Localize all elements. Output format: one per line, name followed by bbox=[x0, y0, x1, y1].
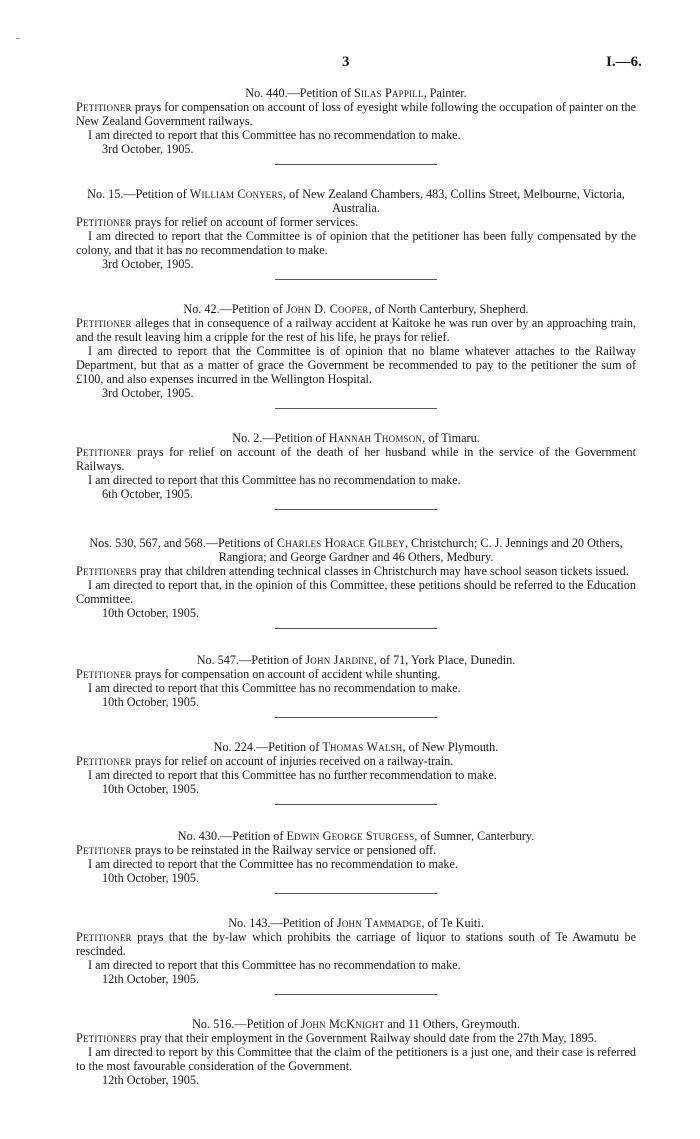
petition-prayer bbox=[76, 215, 636, 229]
petition-heading bbox=[76, 187, 636, 215]
report-date: 12th October, 1905. bbox=[102, 1073, 199, 1087]
petition-prayer bbox=[76, 843, 636, 857]
heading-detail: , of New Zealand Chambers, 483, Collins Street, Melbourne, Victoria, Australia. bbox=[282, 187, 625, 215]
lead-word: Petitioners bbox=[76, 1031, 137, 1045]
lead-word: Petitioners bbox=[76, 564, 137, 578]
heading-detail: , Christchurch; C. J. Jennings and 20 Others, Rangiora; and George Gardner and 46 Others, Medbury. bbox=[218, 536, 623, 564]
report-date: 3rd October, 1905. bbox=[102, 386, 194, 400]
petitioner-name: Hannah Thomson bbox=[328, 431, 423, 445]
petitioner-name: William Conyers bbox=[189, 187, 283, 201]
report-date: 6th October, 1905. bbox=[102, 487, 193, 501]
section-divider bbox=[275, 804, 437, 805]
committee-report: I am directed to report that this Committee has no further recommendation to make. bbox=[88, 768, 497, 782]
petition-entry bbox=[76, 86, 636, 165]
committee-report: I am directed to report that this Committee has no recommendation to make. bbox=[88, 473, 461, 487]
petitioner-name: John D. Cooper bbox=[285, 302, 369, 316]
prayer-text: prays for relief on account of injuries received on a railway-train. bbox=[131, 754, 454, 768]
committee-report: I am directed to report that the Committee is of opinion that no blame whatever attaches to the Railway Department, but that as a matter of grace the Government be recommended to pay to the petitioner the sum of £100, and also expenses incurred in the Wellington Hospital. bbox=[76, 344, 636, 386]
committee-report: I am directed to report that, in the opinion of this Committee, these petitions should be referred to the Education Committee. bbox=[76, 578, 636, 606]
report-date: 10th October, 1905. bbox=[102, 606, 199, 620]
heading-number: Nos. 530, 567, and 568.—Petitions of bbox=[89, 536, 277, 550]
report-date: 10th October, 1905. bbox=[102, 871, 199, 885]
prayer-text: prays for compensation on account of accident while shunting. bbox=[131, 667, 441, 681]
report-date: 10th October, 1905. bbox=[102, 782, 199, 796]
report-date: 3rd October, 1905. bbox=[102, 142, 194, 156]
petitioner-name: Edwin George Sturgess bbox=[286, 829, 415, 843]
heading-detail: , Painter. bbox=[423, 86, 467, 100]
petition-entry bbox=[76, 431, 636, 510]
lead-word: Petitioner bbox=[76, 754, 132, 768]
heading-detail: , of New Plymouth. bbox=[402, 740, 499, 754]
section-divider bbox=[275, 994, 437, 995]
heading-number: No. 143.—Petition of bbox=[228, 916, 337, 930]
petition-prayer bbox=[76, 930, 636, 958]
committee-report: I am directed to report that this Committee has no recommendation to make. bbox=[88, 681, 461, 695]
petition-prayer bbox=[76, 445, 636, 473]
petitioner-name: Thomas Walsh bbox=[322, 740, 403, 754]
petition-entry bbox=[76, 829, 636, 894]
petition-prayer bbox=[76, 667, 636, 681]
petition-entry bbox=[76, 187, 636, 280]
petition-prayer bbox=[76, 100, 636, 128]
section-divider bbox=[275, 893, 437, 894]
petition-heading bbox=[76, 302, 636, 316]
section-divider bbox=[275, 279, 437, 280]
heading-number: No. 224.—Petition of bbox=[213, 740, 323, 754]
petition-heading bbox=[76, 431, 636, 445]
page-number: 3 bbox=[342, 54, 350, 70]
petition-entry bbox=[76, 536, 636, 629]
petitioner-name: John Jardine bbox=[305, 653, 374, 667]
petition-prayer bbox=[76, 1031, 636, 1045]
section-divider bbox=[275, 164, 437, 165]
prayer-text: prays for compensation on account of loss of eyesight while following the occupation of painter on the New Zealand Government railways. bbox=[76, 100, 636, 128]
prayer-text: prays for relief on account of former services. bbox=[131, 215, 359, 229]
heading-detail: and 11 Others, Greymouth. bbox=[384, 1017, 520, 1031]
heading-detail: , of Timaru. bbox=[422, 431, 480, 445]
prayer-text: pray that children attending technical classes in Christchurch may have school season tickets issued. bbox=[136, 564, 629, 578]
petition-entry bbox=[76, 1017, 636, 1087]
petition-prayer bbox=[76, 564, 636, 578]
lead-word: Petitioner bbox=[76, 215, 132, 229]
section-divider bbox=[275, 628, 437, 629]
paper-reference: I.—6. bbox=[606, 54, 642, 70]
heading-detail: , of 71, York Place, Dunedin. bbox=[373, 653, 516, 667]
committee-report: I am directed to report that this Committee has no recommendation to make. bbox=[88, 958, 461, 972]
committee-report: I am directed to report that the Committee is of opinion that the petitioner has been fully compensated by the colony, and that it has no recommendation to make. bbox=[76, 229, 636, 257]
heading-number: No. 15.—Petition of bbox=[87, 187, 190, 201]
heading-number: No. 42.—Petition of bbox=[183, 302, 286, 316]
heading-number: No. 516.—Petition of bbox=[192, 1017, 301, 1031]
petitioner-name: John McKnight bbox=[300, 1017, 385, 1031]
lead-word: Petitioner bbox=[76, 100, 132, 114]
petition-entry bbox=[76, 653, 636, 718]
heading-detail: , of Sumner, Canterbury. bbox=[414, 829, 535, 843]
petition-heading bbox=[76, 740, 636, 754]
petition-heading bbox=[76, 536, 636, 564]
lead-word: Petitioner bbox=[76, 667, 132, 681]
margin-mark bbox=[16, 38, 20, 39]
petition-heading bbox=[76, 829, 636, 843]
committee-report: I am directed to report that this Committee has no recommendation to make. bbox=[88, 128, 461, 142]
lead-word: Petitioner bbox=[76, 843, 132, 857]
committee-report: I am directed to report that the Committee has no recommendation to make. bbox=[88, 857, 458, 871]
heading-number: No. 547.—Petition of bbox=[196, 653, 306, 667]
petitioner-name: John Tammadge bbox=[336, 916, 422, 930]
prayer-text: pray that their employment in the Government Railway should date from the 27th May, 1895. bbox=[136, 1031, 597, 1045]
prayer-text: prays to be reinstated in the Railway service or pensioned off. bbox=[131, 843, 437, 857]
petition-heading bbox=[76, 916, 636, 930]
petitions-list bbox=[76, 86, 636, 1087]
lead-word: Petitioner bbox=[76, 316, 132, 330]
prayer-text: prays that the by-law which prohibits the carriage of liquor to stations south of Te Awamutu be rescinded. bbox=[76, 930, 636, 958]
heading-detail: , of North Canterbury, Shepherd. bbox=[368, 302, 529, 316]
section-divider bbox=[275, 509, 437, 510]
prayer-text: alleges that in consequence of a railway accident at Kaitoke he was run over by an approaching train, and the result leaving him a cripple for the rest of his life, he prays for relief. bbox=[76, 316, 636, 344]
petition-prayer bbox=[76, 754, 636, 768]
petition-heading bbox=[76, 1017, 636, 1031]
petition-entry bbox=[76, 302, 636, 409]
heading-number: No. 2.—Petition of bbox=[232, 431, 329, 445]
petitioner-name: Charles Horace Gilbey bbox=[276, 536, 405, 550]
report-date: 3rd October, 1905. bbox=[102, 257, 194, 271]
heading-detail: , of Te Kuiti. bbox=[421, 916, 484, 930]
heading-number: No. 440.—Petition of bbox=[245, 86, 354, 100]
prayer-text: prays for relief on account of the death of her husband while in the service of the Government Railways. bbox=[76, 445, 636, 473]
lead-word: Petitioner bbox=[76, 930, 132, 944]
petitioner-name: Silas Pappill bbox=[353, 86, 424, 100]
heading-number: No. 430.—Petition of bbox=[177, 829, 287, 843]
committee-report: I am directed to report by this Committee that the claim of the petitioners is a just one, and their case is referred to the most favourable consideration of the Government. bbox=[76, 1045, 636, 1073]
report-date: 12th October, 1905. bbox=[102, 972, 199, 986]
lead-word: Petitioner bbox=[76, 445, 132, 459]
petition-heading bbox=[76, 653, 636, 667]
section-divider bbox=[275, 717, 437, 718]
petition-entry bbox=[76, 740, 636, 805]
petition-entry bbox=[76, 916, 636, 995]
report-date: 10th October, 1905. bbox=[102, 695, 199, 709]
section-divider bbox=[275, 408, 437, 409]
petition-prayer bbox=[76, 316, 636, 344]
petition-heading bbox=[76, 86, 636, 100]
